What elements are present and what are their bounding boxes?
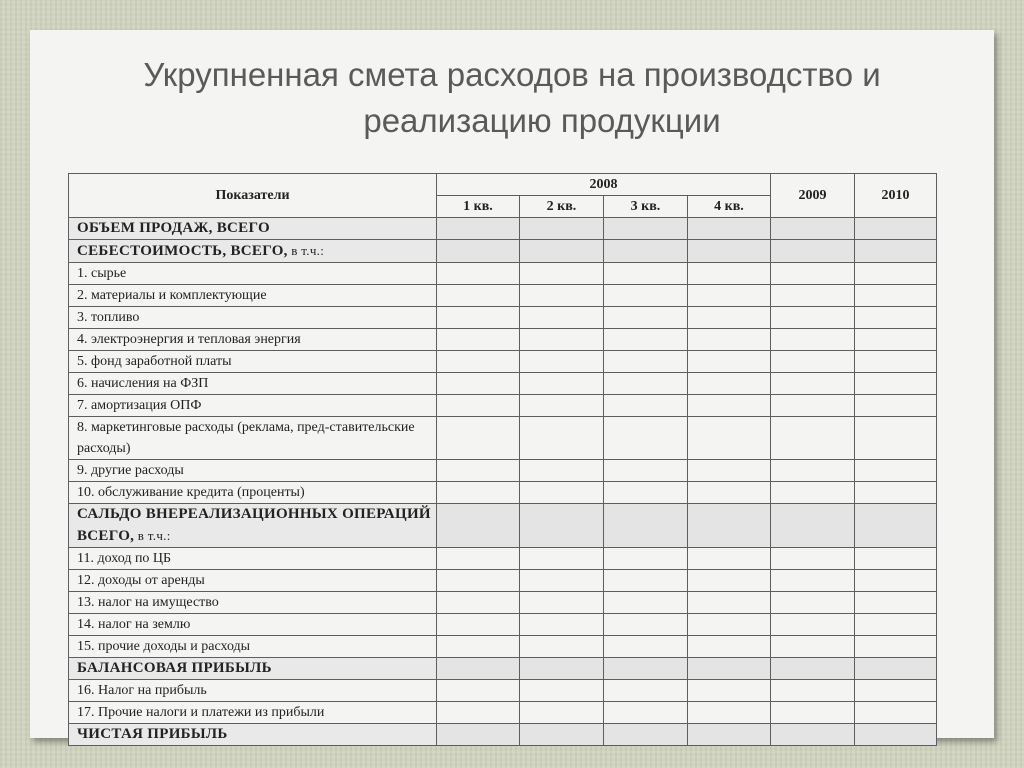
row-label-text: 3. топливо — [77, 310, 140, 325]
value-cell — [855, 592, 937, 614]
table-row — [69, 307, 937, 329]
row-label-text: 14. налог на землю — [77, 617, 191, 632]
value-cell — [855, 614, 937, 636]
row-label — [69, 417, 437, 460]
value-cell — [604, 570, 688, 592]
row-label-text: САЛЬДО ВНЕРЕАЛИЗАЦИОННЫХ ОПЕРАЦИЙ ВСЕГО, — [77, 506, 431, 544]
value-cell — [520, 724, 604, 746]
value-cell — [437, 351, 520, 373]
value-cell — [437, 218, 520, 240]
slide-title-line2: реализацию продукции — [363, 102, 721, 139]
value-cell — [604, 351, 688, 373]
row-label-text: 9. другие расходы — [77, 463, 184, 478]
value-cell — [437, 504, 520, 548]
value-cell — [604, 724, 688, 746]
value-cell — [771, 417, 855, 460]
row-label — [69, 263, 437, 285]
value-cell — [688, 329, 771, 351]
table-row — [69, 592, 937, 614]
value-cell — [771, 351, 855, 373]
value-cell — [855, 482, 937, 504]
row-label-text: 17. Прочие налоги и платежи из прибыли — [77, 705, 325, 720]
value-cell — [604, 702, 688, 724]
row-label — [69, 329, 437, 351]
row-label — [69, 724, 437, 746]
value-cell — [604, 307, 688, 329]
value-cell — [437, 329, 520, 351]
table-row — [69, 417, 937, 460]
value-cell — [688, 240, 771, 263]
row-label-text: 5. фонд заработной платы — [77, 354, 232, 369]
table-row — [69, 482, 937, 504]
budget-table-wrapper — [68, 173, 938, 746]
value-cell — [688, 504, 771, 548]
row-label — [69, 570, 437, 592]
value-cell — [520, 680, 604, 702]
value-cell — [771, 548, 855, 570]
value-cell — [604, 658, 688, 680]
value-cell — [771, 285, 855, 307]
value-cell — [437, 636, 520, 658]
value-cell — [437, 614, 520, 636]
value-cell — [688, 614, 771, 636]
value-cell — [771, 307, 855, 329]
value-cell — [688, 680, 771, 702]
value-cell — [437, 482, 520, 504]
value-cell — [437, 460, 520, 482]
value-cell — [855, 636, 937, 658]
value-cell — [520, 504, 604, 548]
value-cell — [437, 592, 520, 614]
value-cell — [520, 460, 604, 482]
value-cell — [520, 658, 604, 680]
value-cell — [520, 218, 604, 240]
value-cell — [604, 395, 688, 417]
table-row — [69, 285, 937, 307]
value-cell — [520, 548, 604, 570]
value-cell — [520, 285, 604, 307]
value-cell — [688, 285, 771, 307]
row-label — [69, 592, 437, 614]
row-label — [69, 395, 437, 417]
value-cell — [437, 240, 520, 263]
value-cell — [604, 592, 688, 614]
value-cell — [855, 504, 937, 548]
value-cell — [520, 570, 604, 592]
budget-table-body — [69, 218, 937, 746]
value-cell — [855, 680, 937, 702]
value-cell — [855, 373, 937, 395]
row-label — [69, 218, 437, 240]
value-cell — [688, 307, 771, 329]
value-cell — [604, 636, 688, 658]
value-cell — [520, 592, 604, 614]
row-label-text: 16. Налог на прибыль — [77, 683, 207, 698]
budget-table — [68, 173, 937, 746]
row-label — [69, 460, 437, 482]
header-quarter-3: 3 кв. — [604, 196, 688, 218]
value-cell — [855, 460, 937, 482]
value-cell — [604, 504, 688, 548]
value-cell — [855, 263, 937, 285]
value-cell — [855, 240, 937, 263]
row-label — [69, 482, 437, 504]
value-cell — [688, 570, 771, 592]
value-cell — [604, 285, 688, 307]
value-cell — [520, 702, 604, 724]
value-cell — [855, 285, 937, 307]
row-label — [69, 658, 437, 680]
table-row — [69, 351, 937, 373]
value-cell — [855, 218, 937, 240]
row-label — [69, 548, 437, 570]
value-cell — [688, 351, 771, 373]
table-row — [69, 395, 937, 417]
row-label-text: 10. обслуживание кредита (проценты) — [77, 485, 305, 500]
row-label — [69, 614, 437, 636]
header-quarter-2: 2 кв. — [520, 196, 604, 218]
row-label — [69, 240, 437, 263]
table-row — [69, 636, 937, 658]
value-cell — [771, 263, 855, 285]
value-cell — [855, 702, 937, 724]
value-cell — [604, 263, 688, 285]
value-cell — [771, 373, 855, 395]
value-cell — [688, 702, 771, 724]
value-cell — [688, 592, 771, 614]
row-label — [69, 307, 437, 329]
value-cell — [520, 417, 604, 460]
value-cell — [771, 329, 855, 351]
row-label-suffix: в т.ч.: — [287, 243, 325, 258]
value-cell — [688, 263, 771, 285]
value-cell — [437, 570, 520, 592]
value-cell — [771, 658, 855, 680]
value-cell — [771, 680, 855, 702]
value-cell — [437, 285, 520, 307]
value-cell — [688, 460, 771, 482]
row-label-text: 1. сырье — [77, 266, 127, 281]
value-cell — [604, 218, 688, 240]
value-cell — [855, 548, 937, 570]
value-cell — [520, 614, 604, 636]
row-label — [69, 636, 437, 658]
row-label — [69, 680, 437, 702]
table-row — [69, 570, 937, 592]
value-cell — [855, 307, 937, 329]
value-cell — [520, 482, 604, 504]
table-row — [69, 504, 937, 548]
row-label — [69, 351, 437, 373]
table-row — [69, 548, 937, 570]
value-cell — [604, 460, 688, 482]
table-row — [69, 614, 937, 636]
value-cell — [688, 482, 771, 504]
value-cell — [771, 614, 855, 636]
value-cell — [604, 548, 688, 570]
value-cell — [688, 548, 771, 570]
value-cell — [604, 482, 688, 504]
value-cell — [855, 724, 937, 746]
row-label — [69, 285, 437, 307]
value-cell — [604, 614, 688, 636]
row-label — [69, 702, 437, 724]
value-cell — [520, 263, 604, 285]
row-label-text: 4. электроэнергия и тепловая энергия — [77, 332, 301, 347]
row-label-text: 8. маркетинговые расходы (реклама, пред-ставительские расходы) — [77, 420, 415, 456]
row-label-text: ОБЪЕМ ПРОДАЖ, ВСЕГО — [77, 220, 270, 236]
value-cell — [771, 218, 855, 240]
value-cell — [437, 724, 520, 746]
value-cell — [855, 570, 937, 592]
value-cell — [771, 504, 855, 548]
value-cell — [437, 680, 520, 702]
value-cell — [771, 724, 855, 746]
header-quarter-1: 1 кв. — [437, 196, 520, 218]
table-row — [69, 329, 937, 351]
header-year-2008: 2008 — [437, 174, 771, 196]
value-cell — [437, 373, 520, 395]
value-cell — [855, 417, 937, 460]
value-cell — [688, 658, 771, 680]
header-indicators: Показатели — [69, 174, 437, 218]
value-cell — [604, 240, 688, 263]
value-cell — [688, 218, 771, 240]
value-cell — [688, 373, 771, 395]
row-label-text: 15. прочие доходы и расходы — [77, 639, 251, 654]
row-label-text: 6. начисления на ФЗП — [77, 376, 209, 391]
value-cell — [520, 351, 604, 373]
slide — [30, 30, 994, 742]
value-cell — [855, 395, 937, 417]
header-year-2010: 2010 — [855, 174, 937, 218]
value-cell — [771, 240, 855, 263]
value-cell — [520, 329, 604, 351]
slide-title — [30, 52, 994, 144]
value-cell — [604, 373, 688, 395]
value-cell — [771, 395, 855, 417]
table-row — [69, 658, 937, 680]
table-row — [69, 263, 937, 285]
row-label-text: ЧИСТАЯ ПРИБЫЛЬ — [77, 726, 228, 742]
row-label-text: 11. доход по ЦБ — [77, 551, 172, 566]
table-row — [69, 680, 937, 702]
value-cell — [520, 373, 604, 395]
value-cell — [520, 395, 604, 417]
value-cell — [437, 395, 520, 417]
value-cell — [437, 263, 520, 285]
value-cell — [771, 636, 855, 658]
value-cell — [520, 240, 604, 263]
table-row — [69, 218, 937, 240]
table-row — [69, 702, 937, 724]
value-cell — [688, 636, 771, 658]
value-cell — [604, 417, 688, 460]
row-label-suffix: в т.ч.: — [134, 528, 171, 543]
header-year-2009: 2009 — [771, 174, 855, 218]
value-cell — [688, 395, 771, 417]
row-label-text: 7. амортизация ОПФ — [77, 398, 202, 413]
row-label-text: 12. доходы от аренды — [77, 573, 205, 588]
value-cell — [688, 724, 771, 746]
value-cell — [437, 307, 520, 329]
value-cell — [437, 548, 520, 570]
value-cell — [604, 680, 688, 702]
table-row — [69, 724, 937, 746]
value-cell — [771, 570, 855, 592]
value-cell — [520, 636, 604, 658]
value-cell — [855, 351, 937, 373]
table-row — [69, 240, 937, 263]
table-row — [69, 460, 937, 482]
value-cell — [437, 417, 520, 460]
slide-title-line1: Укрупненная смета расходов на производство и — [143, 56, 881, 93]
row-label-text: СЕБЕСТОИМОСТЬ, ВСЕГО, — [77, 243, 288, 259]
table-row — [69, 373, 937, 395]
value-cell — [604, 329, 688, 351]
value-cell — [771, 460, 855, 482]
value-cell — [520, 307, 604, 329]
value-cell — [437, 658, 520, 680]
row-label-text: 13. налог на имущество — [77, 595, 219, 610]
row-label-text: БАЛАНСОВАЯ ПРИБЫЛЬ — [77, 660, 272, 676]
value-cell — [855, 329, 937, 351]
value-cell — [855, 658, 937, 680]
value-cell — [771, 592, 855, 614]
header-quarter-4: 4 кв. — [688, 196, 771, 218]
value-cell — [688, 417, 771, 460]
value-cell — [771, 482, 855, 504]
row-label — [69, 504, 437, 548]
value-cell — [771, 702, 855, 724]
row-label-text: 2. материалы и комплектующие — [77, 288, 267, 303]
row-label — [69, 373, 437, 395]
value-cell — [437, 702, 520, 724]
